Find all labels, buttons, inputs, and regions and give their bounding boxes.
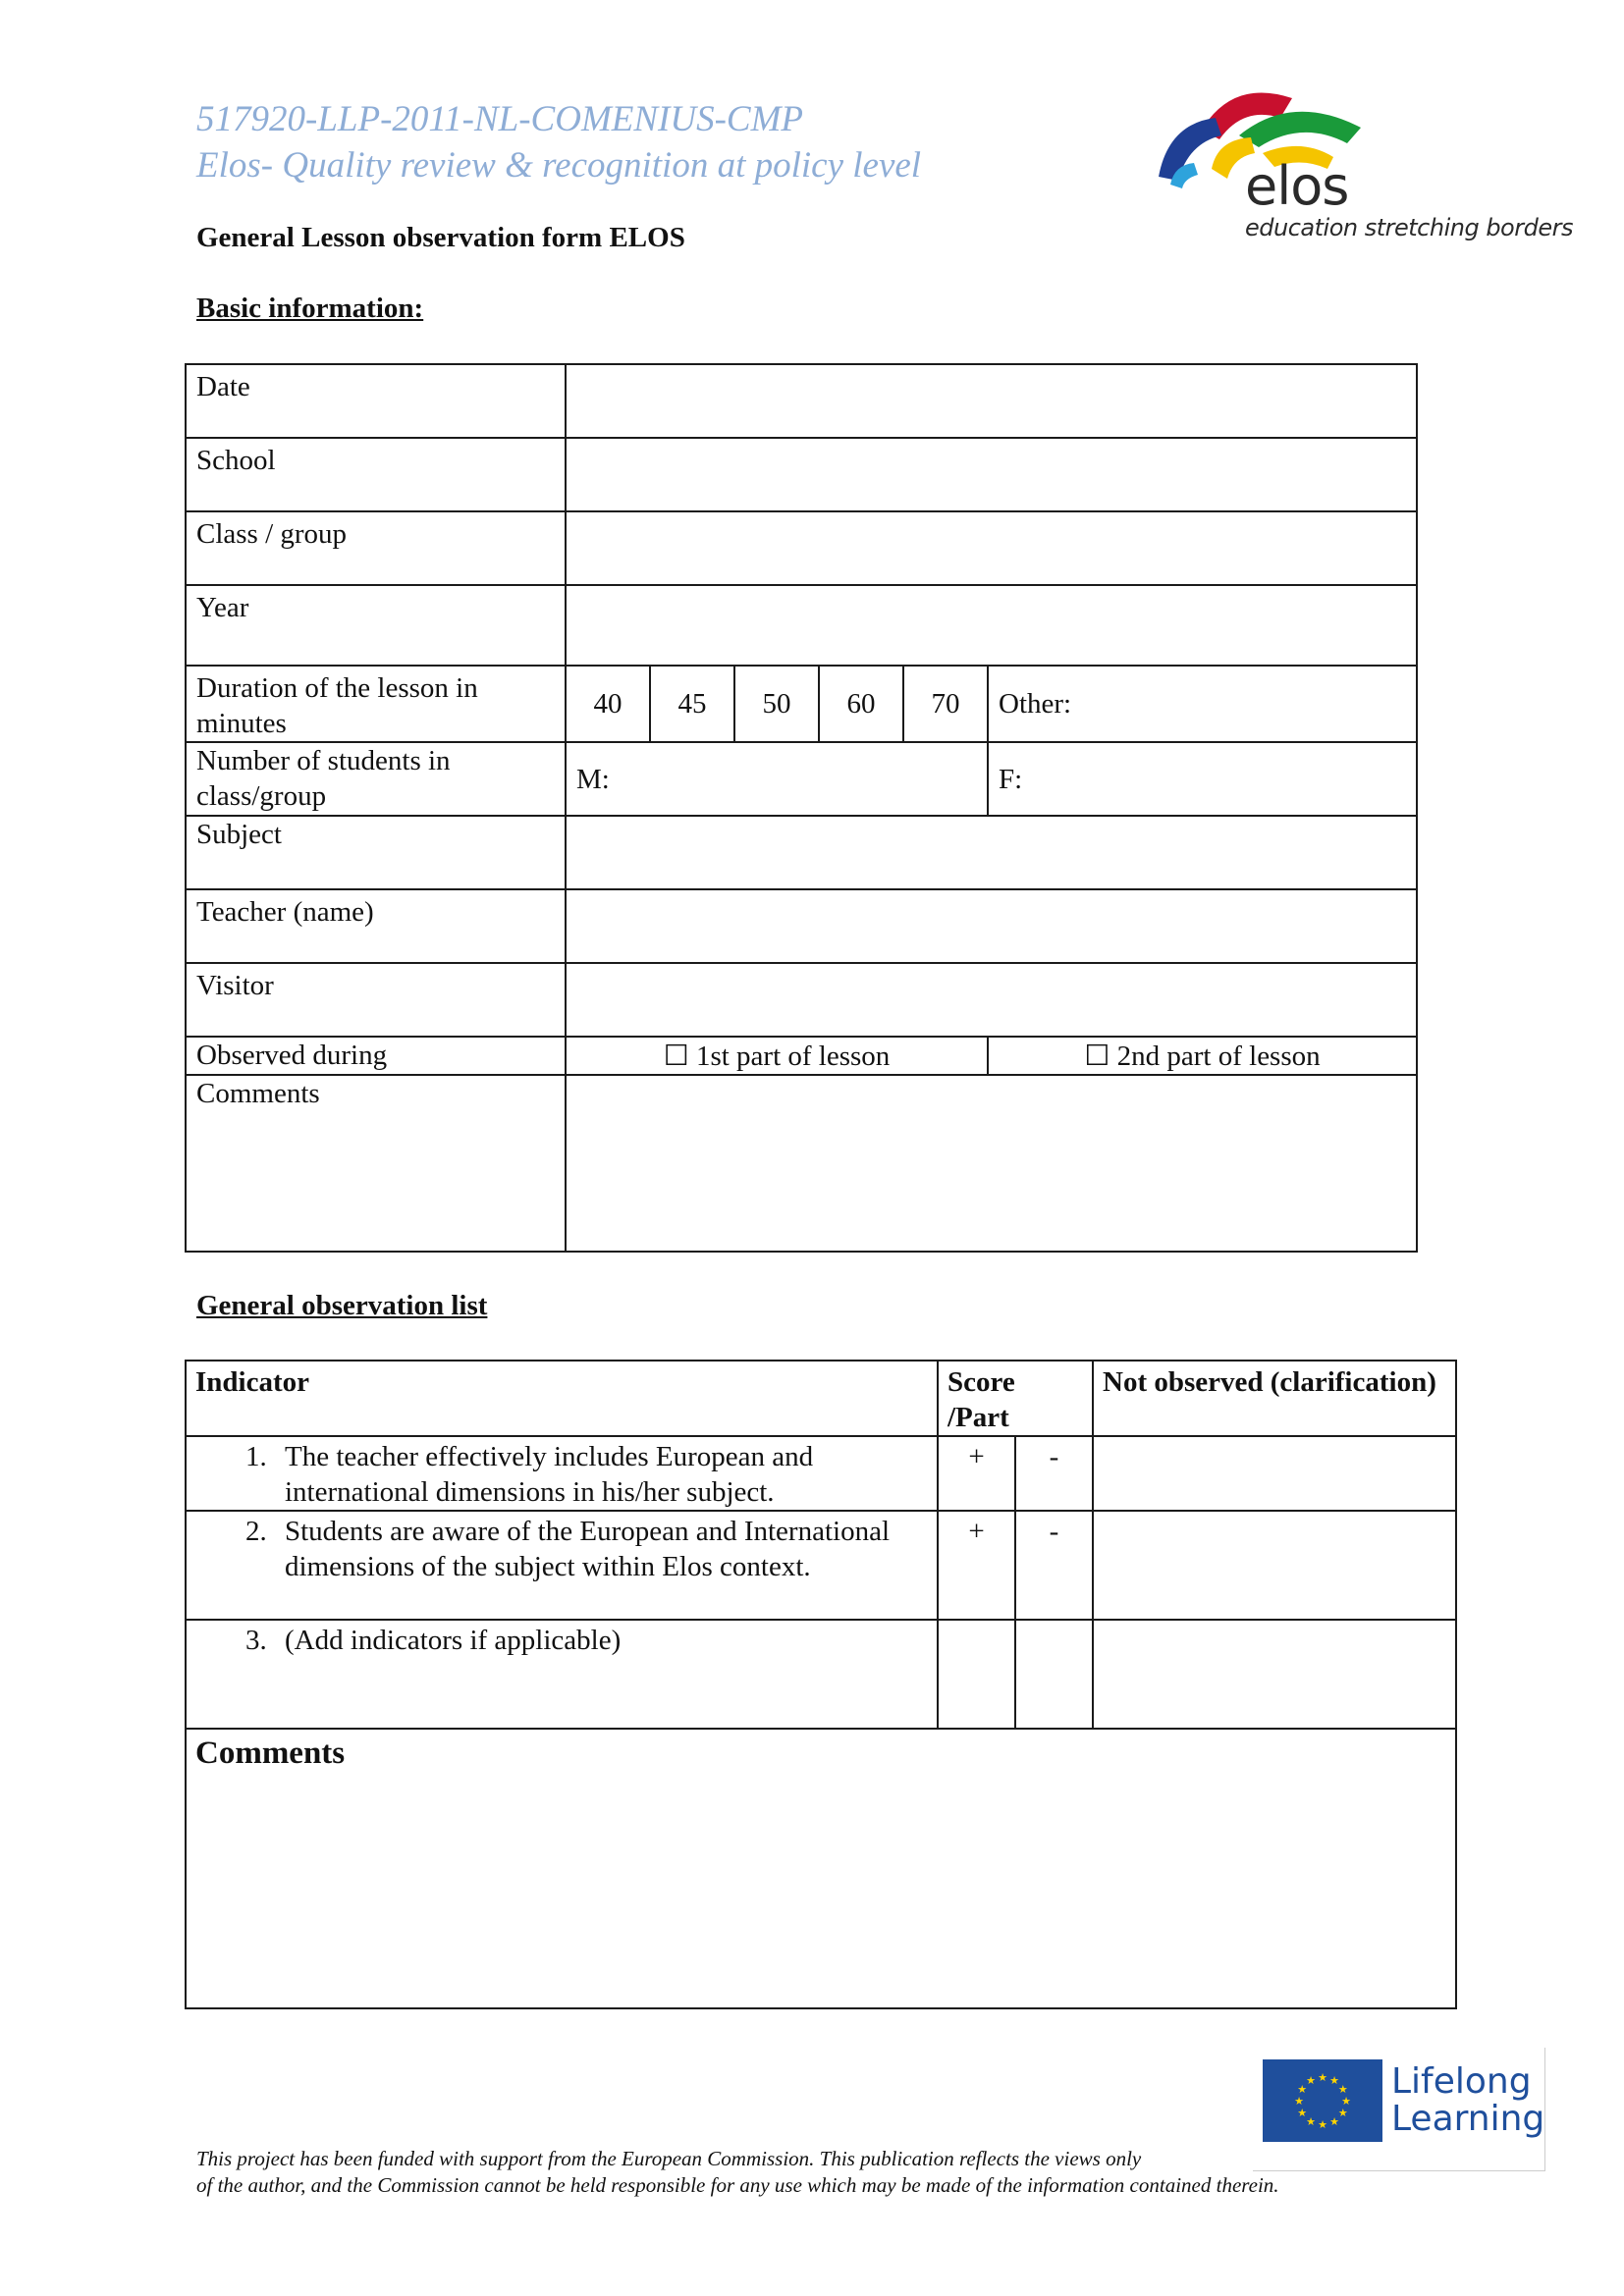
students-male-field[interactable]: M:: [566, 742, 988, 816]
teacher-label: Teacher (name): [186, 889, 566, 963]
eu-star-icon: ★: [1318, 2071, 1327, 2084]
second-part-checkbox[interactable]: ☐ 2nd part of lesson: [988, 1037, 1417, 1075]
score-plus-3[interactable]: [938, 1620, 1015, 1729]
score-minus-1[interactable]: -: [1015, 1436, 1093, 1511]
visitor-label: Visitor: [186, 963, 566, 1037]
not-observed-header: Not observed (clarification): [1093, 1361, 1456, 1436]
duration-option-60[interactable]: 60: [819, 666, 903, 742]
students-label: Number of students in class/group: [186, 742, 566, 816]
eu-star-icon: ★: [1294, 2095, 1304, 2108]
elos-logo-tagline: education stretching borders: [1245, 214, 1573, 241]
indicator-text: Students are aware of the European and International dimensions of the subject within Elos context.: [285, 1516, 890, 1582]
not-observed-field-1[interactable]: [1093, 1436, 1456, 1511]
indicator-3: [186, 1620, 938, 1729]
duration-label: Duration of the lesson in minutes: [186, 666, 566, 742]
eu-star-icon: ★: [1337, 2107, 1348, 2119]
date-label: Date: [186, 364, 566, 438]
score-minus-2[interactable]: -: [1015, 1511, 1093, 1620]
duration-option-45[interactable]: 45: [650, 666, 734, 742]
learning-text: Learning: [1391, 2099, 1545, 2139]
indicator-header: Indicator: [186, 1361, 938, 1436]
indicator-text: (Add indicators if applicable): [285, 1625, 622, 1656]
table-row: [186, 1436, 1456, 1511]
observation-table: [185, 1360, 1457, 2009]
subject-field[interactable]: [566, 816, 1417, 889]
score-minus-3[interactable]: [1015, 1620, 1093, 1729]
eu-star-icon: ★: [1337, 2083, 1348, 2096]
elos-logo-word: elos: [1245, 155, 1349, 217]
not-observed-field-3[interactable]: [1093, 1620, 1456, 1729]
eu-flag-icon: [1263, 2059, 1382, 2142]
eu-star-icon: ★: [1329, 2114, 1339, 2128]
year-field[interactable]: [566, 585, 1417, 666]
elos-logo: [1155, 79, 1573, 250]
visitor-field[interactable]: [566, 963, 1417, 1037]
indicator-text: The teacher effectively includes European and international dimensions in his/her subject.: [285, 1441, 814, 1508]
date-field[interactable]: [566, 364, 1417, 438]
eu-star-icon: ★: [1297, 2083, 1308, 2096]
project-title: Elos- Quality review & recognition at policy level: [196, 145, 922, 186]
first-part-checkbox[interactable]: ☐ 1st part of lesson: [566, 1037, 988, 1075]
form-title: General Lesson observation form ELOS: [196, 222, 685, 253]
class-group-label: Class / group: [186, 511, 566, 585]
score-header: Score /Part: [938, 1361, 1093, 1436]
school-field[interactable]: [566, 438, 1417, 511]
eu-star-icon: ★: [1341, 2095, 1351, 2108]
duration-option-50[interactable]: 50: [734, 666, 819, 742]
indicator-number: 2.: [245, 1516, 267, 1547]
funding-disclaimer: [196, 2146, 1279, 2199]
observation-comments[interactable]: Comments: [186, 1729, 1456, 2008]
indicator-1: [186, 1436, 938, 1511]
basic-comments-label: Comments: [186, 1075, 566, 1252]
basic-info-table: [185, 363, 1418, 1253]
eu-star-icon: ★: [1329, 2074, 1339, 2088]
table-row: [186, 1620, 1456, 1729]
indicator-2: [186, 1511, 938, 1620]
score-plus-1[interactable]: +: [938, 1436, 1015, 1511]
not-observed-field-2[interactable]: [1093, 1511, 1456, 1620]
year-label: Year: [186, 585, 566, 666]
students-female-field[interactable]: F:: [988, 742, 1417, 816]
observation-list-heading: General observation list: [196, 1290, 488, 1321]
duration-option-70[interactable]: 70: [903, 666, 988, 742]
score-plus-2[interactable]: +: [938, 1511, 1015, 1620]
eu-star-icon: ★: [1318, 2118, 1327, 2131]
basic-comments-field[interactable]: [566, 1075, 1417, 1252]
eu-star-icon: ★: [1306, 2074, 1316, 2088]
subject-label: Subject: [186, 816, 566, 889]
indicator-number: 1.: [245, 1441, 267, 1472]
lifelong-learning-logo: [1253, 2048, 1545, 2171]
indicator-number: 3.: [245, 1625, 267, 1656]
class-group-field[interactable]: [566, 511, 1417, 585]
school-label: School: [186, 438, 566, 511]
duration-option-40[interactable]: 40: [566, 666, 650, 742]
observed-during-label: Observed during: [186, 1037, 566, 1075]
lifelong-text: Lifelong: [1391, 2061, 1532, 2102]
teacher-field[interactable]: [566, 889, 1417, 963]
eu-star-icon: ★: [1306, 2114, 1316, 2128]
project-code: 517920-LLP-2011-NL-COMENIUS-CMP: [196, 99, 804, 139]
project-header: [196, 96, 921, 188]
basic-info-heading: Basic information:: [196, 293, 424, 324]
disclaimer-line-2: of the author, and the Commission cannot be held responsible for any use which may be made of the information contained therein.: [196, 2173, 1279, 2197]
table-row: [186, 1511, 1456, 1620]
disclaimer-line-1: This project has been funded with support from the European Commission. This publication reflects the views only: [196, 2147, 1142, 2170]
duration-other-field[interactable]: Other:: [988, 666, 1417, 742]
eu-star-icon: ★: [1297, 2107, 1308, 2119]
